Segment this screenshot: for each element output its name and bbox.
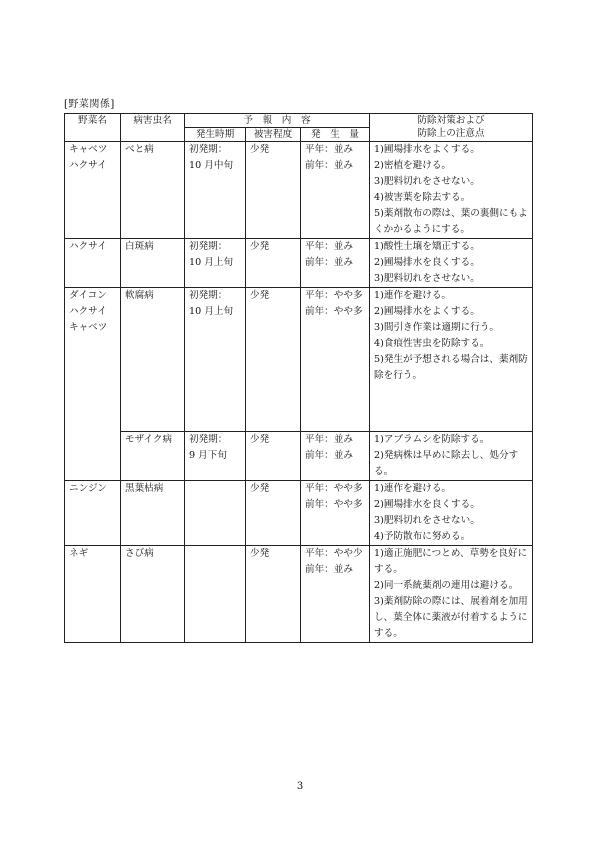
measures-cell bbox=[370, 481, 533, 546]
page-number: 3 bbox=[296, 781, 304, 792]
section-label: [野菜関係] bbox=[64, 99, 115, 110]
measures-cell bbox=[370, 239, 533, 288]
measure-item: 1)連作を避ける。 bbox=[374, 290, 452, 301]
vegetable-cell bbox=[65, 239, 121, 288]
timing-cell bbox=[185, 239, 246, 288]
amount-text: 平年：やや少 bbox=[305, 548, 363, 559]
timing-cell bbox=[185, 546, 246, 643]
table-body bbox=[65, 142, 533, 643]
measure-item: 4)予防散布に努める。 bbox=[374, 531, 471, 542]
measure-item: 5)薬剤散布の際は、葉の裏側にもよくかかるようにする。 bbox=[374, 208, 528, 235]
measure-item: 2)圃場排水を良くする。 bbox=[374, 257, 480, 268]
pest-name: 白斑病 bbox=[125, 241, 154, 252]
timing-text: 10 月上旬 bbox=[189, 306, 234, 317]
measure-item: 4)被害葉を除去する。 bbox=[374, 192, 471, 203]
timing-text: 9 月下旬 bbox=[189, 450, 227, 461]
amount-cell bbox=[301, 546, 370, 643]
measure-item: 3)肥料切れをさせない。 bbox=[374, 515, 480, 526]
measure-item: 3)肥料切れをさせない。 bbox=[374, 176, 480, 187]
table-row bbox=[65, 546, 533, 643]
timing-cell bbox=[185, 481, 246, 546]
timing-text: 初発期： bbox=[189, 241, 228, 252]
measures-cell bbox=[370, 288, 533, 432]
measure-item: 2)圃場排水をよくする。 bbox=[374, 306, 480, 317]
amount-text: 前年：やや多 bbox=[305, 306, 363, 317]
header-row-1 bbox=[65, 114, 533, 128]
amount-cell bbox=[301, 432, 370, 481]
vegetable-name: ハクサイ bbox=[69, 160, 107, 171]
pest-name: 黒葉枯病 bbox=[125, 483, 164, 494]
measure-item: 3)肥料切れをさせない。 bbox=[374, 273, 480, 284]
header-measures-line2: 防除上の注意点 bbox=[417, 128, 485, 139]
amount-text: 平年：やや多 bbox=[305, 483, 363, 494]
pest-name: さび病 bbox=[125, 548, 154, 559]
damage-text: 少発 bbox=[250, 290, 270, 301]
damage-text: 少発 bbox=[250, 144, 270, 155]
amount-cell bbox=[301, 481, 370, 546]
measure-item: 1)連作を避ける。 bbox=[374, 483, 452, 494]
pest-cell bbox=[121, 546, 185, 643]
measure-item: 2)発病株は早めに除去し、処分する。 bbox=[374, 450, 519, 477]
header-measures bbox=[370, 114, 533, 142]
vegetable-cell bbox=[65, 546, 121, 643]
measure-item: 5)発生が予想される場合は、薬剤防除を行う。 bbox=[374, 354, 528, 381]
amount-text: 前年：並み bbox=[305, 257, 353, 268]
pest-cell bbox=[121, 432, 185, 481]
damage-cell bbox=[246, 239, 301, 288]
damage-text: 少発 bbox=[250, 241, 270, 252]
pest-name: 軟腐病 bbox=[125, 290, 154, 301]
vegetable-name: ネギ bbox=[69, 548, 89, 559]
measure-item: 2)同一系統薬剤の連用は避ける。 bbox=[374, 580, 519, 591]
amount-text: 平年：並み bbox=[305, 434, 353, 445]
damage-cell bbox=[246, 142, 301, 239]
timing-text: 初発期： bbox=[189, 290, 228, 301]
timing-cell bbox=[185, 142, 246, 239]
timing-cell bbox=[185, 432, 246, 481]
amount-text: 平年：やや多 bbox=[305, 290, 363, 301]
amount-cell bbox=[301, 239, 370, 288]
vegetable-name: ハクサイ bbox=[69, 306, 107, 317]
table-row bbox=[65, 432, 533, 481]
measure-item: 3)薬剤防除の際には、展着剤を加用し、葉全体に薬液が付着するようにする。 bbox=[374, 596, 528, 639]
damage-text: 少発 bbox=[250, 483, 270, 494]
damage-cell bbox=[246, 288, 301, 432]
header-vegetable: 野菜名 bbox=[65, 114, 121, 142]
amount-text: 平年：並み bbox=[305, 241, 353, 252]
vegetable-name: ダイコン bbox=[69, 290, 107, 301]
damage-cell bbox=[246, 546, 301, 643]
pest-cell bbox=[121, 142, 185, 239]
measures-cell bbox=[370, 546, 533, 643]
header-pest: 病害虫名 bbox=[121, 114, 185, 142]
pest-name: べと病 bbox=[125, 144, 154, 155]
amount-cell bbox=[301, 142, 370, 239]
table-row bbox=[65, 142, 533, 239]
vegetable-name: ハクサイ bbox=[69, 241, 107, 252]
amount-text: 前年：並み bbox=[305, 160, 353, 171]
damage-text: 少発 bbox=[250, 548, 270, 559]
vegetable-cell bbox=[65, 481, 121, 546]
measures-cell bbox=[370, 432, 533, 481]
pest-cell bbox=[121, 481, 185, 546]
measures-cell bbox=[370, 142, 533, 239]
timing-text: 初発期： bbox=[189, 144, 228, 155]
measure-item: 2)密植を避ける。 bbox=[374, 160, 452, 171]
vegetable-name: キャベツ bbox=[69, 144, 108, 155]
timing-text: 10 月中旬 bbox=[189, 160, 234, 171]
header-timing: 発生時期 bbox=[185, 128, 246, 142]
table-row bbox=[65, 481, 533, 546]
table-row bbox=[65, 288, 533, 432]
measure-item: 3)間引き作業は適期に行う。 bbox=[374, 322, 499, 333]
table-row bbox=[65, 239, 533, 288]
amount-text: 前年：並み bbox=[305, 564, 353, 575]
pest-cell bbox=[121, 239, 185, 288]
measure-item: 1)適正施肥につとめ、草勢を良好にする。 bbox=[374, 548, 528, 575]
measure-item: 1)圃場排水をよくする。 bbox=[374, 144, 480, 155]
amount-text: 前年：やや多 bbox=[305, 499, 363, 510]
header-measures-line1: 防除対策および bbox=[417, 115, 485, 126]
measure-item: 2)圃場排水を良くする。 bbox=[374, 499, 480, 510]
damage-text: 少発 bbox=[250, 434, 270, 445]
vegetable-name: ニンジン bbox=[69, 483, 107, 494]
timing-cell bbox=[185, 288, 246, 432]
amount-text: 前年：並み bbox=[305, 450, 353, 461]
damage-cell bbox=[246, 481, 301, 546]
damage-cell bbox=[246, 432, 301, 481]
vegetable-name: キャベツ bbox=[69, 322, 108, 333]
header-amount: 発 生 量 bbox=[301, 128, 370, 142]
header-damage: 被害程度 bbox=[246, 128, 301, 142]
header-forecast: 予 報 内 容 bbox=[185, 114, 370, 128]
amount-text: 平年：並み bbox=[305, 144, 353, 155]
measure-item: 4)食痕性害虫を防除する。 bbox=[374, 338, 490, 349]
pest-name: モザイク病 bbox=[125, 434, 173, 445]
pest-forecast-table bbox=[64, 113, 533, 643]
measure-item: 1)酸性土壌を矯正する。 bbox=[374, 241, 480, 252]
measure-item: 1)アブラムシを防除する。 bbox=[374, 434, 490, 445]
amount-cell bbox=[301, 288, 370, 432]
timing-text: 初発期： bbox=[189, 434, 228, 445]
vegetable-cell bbox=[65, 142, 121, 239]
pest-cell bbox=[121, 288, 185, 432]
vegetable-cell bbox=[65, 288, 121, 481]
timing-text: 10 月上旬 bbox=[189, 257, 234, 268]
